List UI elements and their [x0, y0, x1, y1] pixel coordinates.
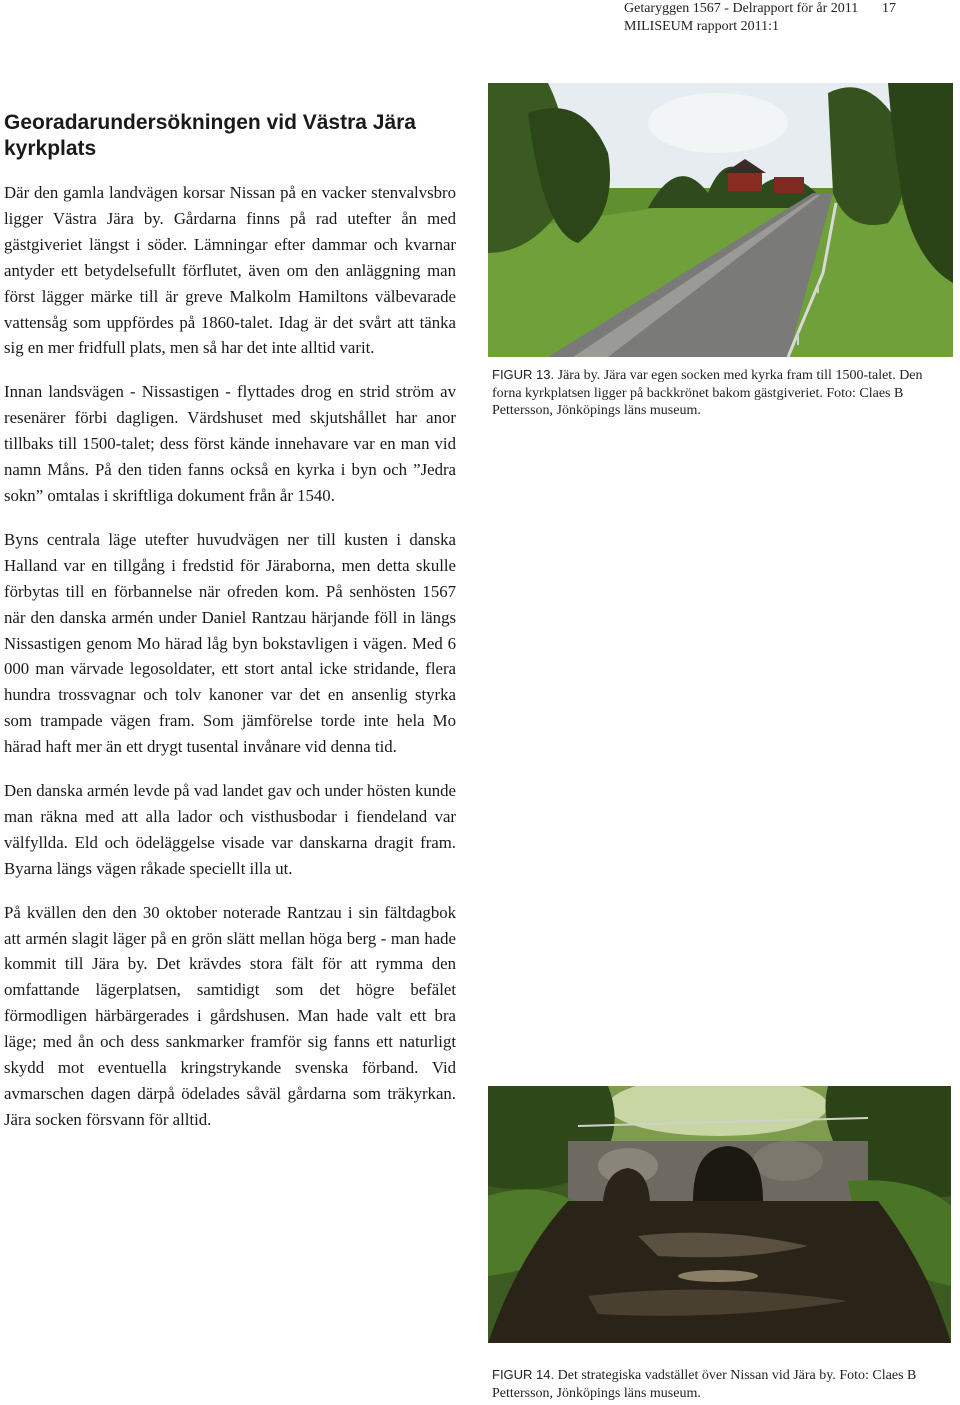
- stone-bridge-image: [488, 1086, 951, 1343]
- figure-14-caption: [492, 1366, 952, 1402]
- figure-14-text: Det strategiska vadstället över Nissan vid Jära by. Foto: Claes B Pettersson, Jönköpings läns museum.: [492, 1368, 917, 1401]
- figure-13-label: FIGUR 13.: [492, 367, 555, 382]
- figure-13-caption: [492, 366, 952, 420]
- figure-14-photo: [488, 1086, 951, 1343]
- paragraph: På kvällen den den 30 oktober noterade Rantzau i sin fältdagbok att armén slagit läger på en grön slätt mellan höga berg - man hade kommit till Jära by. Det krävdes stora fält för att rymma den omfattande lägerplatsen, samtidigt som det högre befälet förmodligen härbärgerades i gårdshusen. Man hade valt ett bra läge; med ån och dess sankmarker framför sig fanns ett naturligt skydd mot eventuella kringstrykande svenska förband. Vid avmarschen dagen därpå ödelades såväl gårdarna som träkyrkan. Jära socken försvann för alltid.: [4, 902, 456, 1129]
- paragraph: Där den gamla landvägen korsar Nissan på en vacker stenvalvsbro ligger Västra Jära by. Gårdarna finns på rad utefter ån med gästgiveriet längst i söder. Lämningar efter dammar och kvarnar antyder ett betydelsefullt förflutet, även om den anläggning man först lägger märke till är greve Malkolm Hamiltons välbevarade vattensåg som uppfördes på 1860-talet. Idag är det svårt att tänka sig en mer fridfull plats, men så har det inte alltid varit.: [4, 183, 456, 358]
- header-series: MILISEUM rapport 2011:1: [624, 19, 780, 34]
- paragraph: Den danska armén levde på vad landet gav och under hösten kunde man räkna med att alla lador och visthusbodar i fiendeland var välfyllda. Eld och ödeläggelse visade var danskarna dragit fram. Byarna längs vägen råkade speciellt illa ut.: [4, 781, 456, 878]
- page-number: 17: [882, 1, 896, 16]
- header-report-title: Getaryggen 1567 - Delrapport för år 2011: [624, 1, 859, 16]
- running-header: [624, 0, 924, 36]
- article-title: Georadarundersökningen vid Västra Jära kyrkplats: [4, 111, 416, 160]
- figure-13-photo: [488, 83, 953, 357]
- figure-13-text: Jära by. Jära var egen socken med kyrka fram till 1500-talet. Den forna kyrkplatsen ligger på backkrönet bakom gästgiveriet. Foto: Claes B Pettersson, Jönköpings läns museum.: [492, 368, 923, 418]
- road-landscape-image: [488, 83, 953, 357]
- paragraph: Byns centrala läge utefter huvudvägen ner till kusten i danska Halland var en tillgång i fredstid för Järaborna, men detta skulle förbytas till en förbannelse när ofreden kom. På senhösten 1567 när den danska armén under Daniel Rantzau härjande föll in längs Nissastigen genom Mo härad låg byn bokstavligen i vägen. Med 6 000 man värvade legosoldater, ett stort antal icke stridande, flera hundra trossvagnar och tolv kanoner var det en ansenlig styrka som trampade vägen fram. Som jämförelse torde inte hela Mo härad haft mer än ett drygt tusental invånare vid denna tid.: [4, 529, 456, 757]
- article-body: [4, 180, 456, 1151]
- figure-14-label: FIGUR 14.: [492, 1367, 555, 1382]
- paragraph: Innan landsvägen - Nissastigen - flyttades drog en strid ström av resenärer förbi dagligen. Värdshuset med skjutshållet har anor tillbaks till 1500-talet; dess först kände innehavare var en man vid namn Måns. På den tiden fanns också en kyrka i byn och ”Jedra sokn” omtalas i skriftliga dokument från år 1540.: [4, 382, 456, 505]
